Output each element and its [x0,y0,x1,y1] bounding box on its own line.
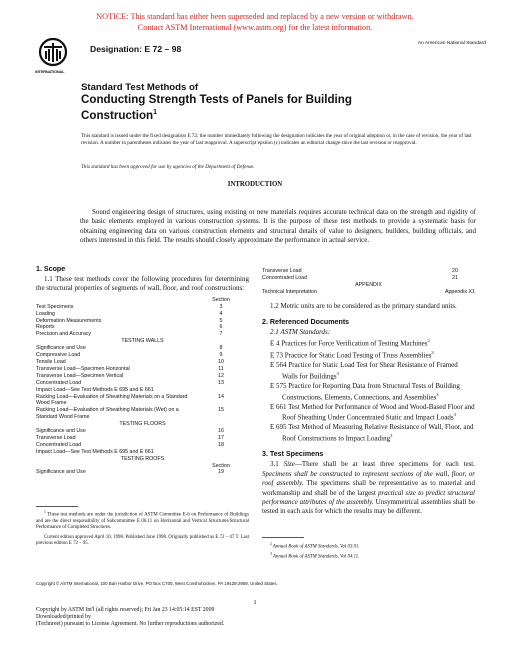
toc-row-label: Impact Load—See Test Methods E 695 and E 661 [36,448,154,455]
footnote-rule-right [262,537,304,538]
toc-row [36,373,249,380]
toc-row-label: Transverse Load [36,434,76,441]
reference-text: E 661 Test Method for Performance of Wood and Wood-Based Floor and Roof Sheathing Under Concentrated Static and Impact Loads [270,402,475,422]
toc-row-label: Racking Load—Evaluation of Sheathing Materials (Wet) on a Standard Wood Frame [36,407,179,421]
toc-row-section: 7 [219,331,223,338]
toc-row [36,435,249,442]
reference-item [270,361,475,381]
reference-list [262,337,475,443]
toc-row-section: 19 [218,469,224,476]
right-column [262,268,475,517]
toc-row-section: 18 [218,441,224,448]
footnote-1-edition: Current edition approved April 10, 1998. Published June 1998. Originally published as E 72 – 47 T. Last previous edition E 72 – 95. [36,534,249,546]
toc-row-section: 13 [218,379,224,386]
toc-row [36,469,249,476]
reference-item [270,423,475,443]
toc-row-section: 11 [218,365,224,372]
introduction-heading: INTRODUCTION [227,181,283,188]
referenced-documents-heading: 2. Referenced Documents [262,318,350,327]
scope-heading: 1. Scope [36,265,66,273]
toc-row-label: Impact Load—See Test Methods E 695 and E 661 [36,386,154,393]
toc-row [36,428,249,435]
toc-group-appendix [262,289,475,296]
reference-footnote-mark: 3 [336,371,339,376]
license-footer [36,607,224,628]
toc-row-section: 10 [218,358,224,365]
title-main [81,93,411,122]
page-number: 1 [253,599,257,606]
toc-row-section: 17 [218,434,224,441]
reference-footnote-mark: 3 [436,391,439,397]
toc-row-label: Transverse Load—Specimen Vertical [36,372,124,379]
footnotes-left [36,509,249,547]
withdrawal-notice [0,11,510,33]
toc-row-label: Significance and Use [36,428,86,435]
toc-group-roofs-cont [262,268,475,282]
toc-row-section: 15 [218,407,224,414]
toc-group-general [36,304,249,339]
toc-row-section: 20 [452,268,458,274]
toc-row-section: 4 [219,310,223,317]
right-toc [262,268,475,296]
toc-row [36,366,249,373]
toc-row-label: Reports [36,324,55,331]
approval-note: This standard has been approved for use by agencies of the Department of Defense. [81,164,255,170]
test-specimens-heading: 3. Test Specimens [262,450,324,459]
toc-row-section: 8 [219,345,223,352]
toc-row-label: Deformation Measurements [36,317,102,324]
toc-subheading-roofs: TESTING ROOFS [120,455,165,462]
specimens-para-3-1: 3.1 Size—There shall be at least three specimens for each test. Specimens shall be constructed to represent sections of the wall, floor, or roof assembly. The specimens shall be representative as to material and workmanship and shall be of the largest practical size to predict structural performance attributes of the assembly. Unsymmetrical assemblies shall be tested in each axis for which the results may be different. [262,460,476,516]
footnotes-right [262,541,475,561]
title-footnote-mark: 1 [153,109,158,116]
footer-line-3: (Technreet) pursuant to License Agreement. No further reproductions authorized. [36,621,225,628]
reference-text: E 73 Practice for Static Load Testing of Truss Assemblies [270,351,432,360]
toc-row [36,304,249,311]
reference-text: E 564 Practice for Static Load Test for Shear Resistance of Framed Walls for Buildings [270,361,458,381]
toc-row [262,268,475,275]
toc-subheading-appendix: APPENDIX [355,281,382,288]
toc-row [36,387,249,394]
toc-row-label: Transverse Load—Specimen Horizontal [36,365,130,372]
toc-row [36,345,249,352]
toc-row-section: 16 [218,428,224,435]
toc-row-label: Compressive Load [36,352,81,359]
footnote-2: $^2$ Annual Book of ASTM Standards, Vol 03.01. [270,542,360,550]
toc-row-label: Tensile Load [36,358,66,365]
toc-row-label: Technical Interpretation [262,288,317,295]
toc-row [36,331,249,338]
notice-line-2: Contact ASTM International (www.astm.org) for the latest information. [137,23,373,32]
title-prefix: Standard Test Methods of [81,82,199,93]
toc-row-label: Concentrated Load [36,379,82,386]
toc-subheading-walls: TESTING WALLS [121,338,164,345]
footnote-rule-left [36,506,78,507]
copyright-line: Copyright © ASTM International, 100 Barr Harbor Drive, PO Box C700, West Conshohocken, PA 19428-2959, United States. [36,581,278,586]
reference-footnote-mark: 3 [453,412,456,418]
notice-line-1: NOTICE: This standard has either been superseded and replaced by a new version or withdrawn. [96,12,414,21]
toc-group-floors [36,428,249,456]
toc-row-section: 9 [219,352,223,359]
toc-row-section: 5 [219,317,223,324]
toc-row [36,318,249,325]
reference-text: E 4 Practices for Force Verification of Testing Machines [270,339,428,348]
toc-group-roofs [36,469,249,476]
toc-row-label: Test Specimens [36,303,74,310]
toc-row-label: Transverse Load [262,268,302,274]
introduction-body: Sound engineering design of structures, using existing or new materials requires accurate technical data on the strength and rigidity of the basic elements employed in various construction systems. It is the purpose of these test methods to provide a systematic basis for obtaining engineering data on various construction elements and structural details of value to designers, builders, building officials, and others interested in this field. The results should closely approximate the performance in actual service. [80,208,476,245]
footnote-3: $^3$ Annual Book of ASTM Standards, Vol 04.11. [270,551,360,560]
title-main-text: Conducting Strength Tests of Panels for Building Construction [81,93,352,122]
toc-row [36,359,249,366]
toc-row [36,311,249,318]
toc-row-section: 21 [452,274,458,281]
reference-item [270,403,475,423]
footer-line-1: Copyright by ASTM Int'l (all rights reserved); Fri Jan 23 14:05:14 EST 2009 [36,607,215,613]
toc-row-label: Significance and Use [36,469,86,476]
footer-line-2: Downloaded/printed by [36,614,91,621]
reference-item [270,349,475,360]
document-title [81,82,411,122]
left-column [36,265,249,476]
toc-row-label: Racking Load—Evaluation of Sheathing Materials on a Standard Wood Frame [36,393,188,407]
toc-row [36,449,249,456]
toc-row-section: 6 [219,324,223,331]
reference-footnote-mark: 2 [427,338,430,344]
toc-row [36,407,249,421]
toc-row [262,275,475,282]
toc-row-label: Concentrated Load [262,274,308,281]
reference-footnote-mark: 3 [390,433,393,439]
toc-row-section: Appendix X1 [444,288,475,295]
toc-row [36,380,249,387]
scope-toc [36,297,249,477]
scope-para-1-2: 1.2 Metric units are to be considered as the primary standard units. [270,301,457,310]
toc-row-section: 14 [218,393,224,400]
toc-row-label: Loading [36,310,55,317]
toc-row [36,442,249,449]
astm-standards-intro: 2.1 ASTM Standards: [270,328,331,337]
reference-text: E 695 Test Method of Measuring Relative Resistance of Wall, Floor, and Roof Constructions to Impact Loading [270,423,474,443]
toc-section-label-2: Section [212,462,230,469]
toc-row [262,289,475,296]
reference-item [270,382,475,402]
reference-item [270,337,475,348]
designation: Designation: E 72 – 98 [90,44,182,54]
reference-footnote-mark: 3 [431,350,434,356]
scope-para-1-1: 1.1 These test methods cover the following procedures for determining the structural properties of segments of wall, floor, and roof constructions: [36,275,249,293]
toc-section-label: Section [212,296,230,303]
toc-row-section: 3 [219,303,223,310]
toc-row-section: 12 [218,372,224,379]
toc-row [36,352,249,359]
toc-group-walls [36,345,249,421]
toc-row-label: Precision and Accuracy [36,331,92,338]
toc-subheading-floors: TESTING FLOORS [119,421,166,428]
american-national-standard: An American National Standard [417,41,486,46]
reference-text: E 575 Practice for Reporting Data from Structural Tests of Building Constructions, Elements, Connections, and Assemblies [270,381,460,402]
toc-row [36,324,249,331]
toc-row-label: Significance and Use [36,345,86,352]
astm-logo [35,37,68,77]
footnote-1: $^1$ These test methods are under the jurisdiction of ASTM Committee E-6 on Performance of Buildings and are the direct responsibility of Subcommittee E 06.11 on Horizontal and Vertical Structures/Structural Performance of Completed Structures. [36,510,249,531]
toc-row [36,394,249,408]
issuance-note: This standard is issued under the fixed designation E 72; the number immediately following the designation indicates the year of original adoption or, in the case of revision, the year of last revision. A number in parentheses indicates the year of last reapproval. A superscript epsilon (ε) indicates an editorial change since the last revision or reapproval. [81,133,472,147]
logo-caption: INTERNATIONAL [35,70,65,74]
toc-row-label: Concentrated Load [36,441,82,448]
